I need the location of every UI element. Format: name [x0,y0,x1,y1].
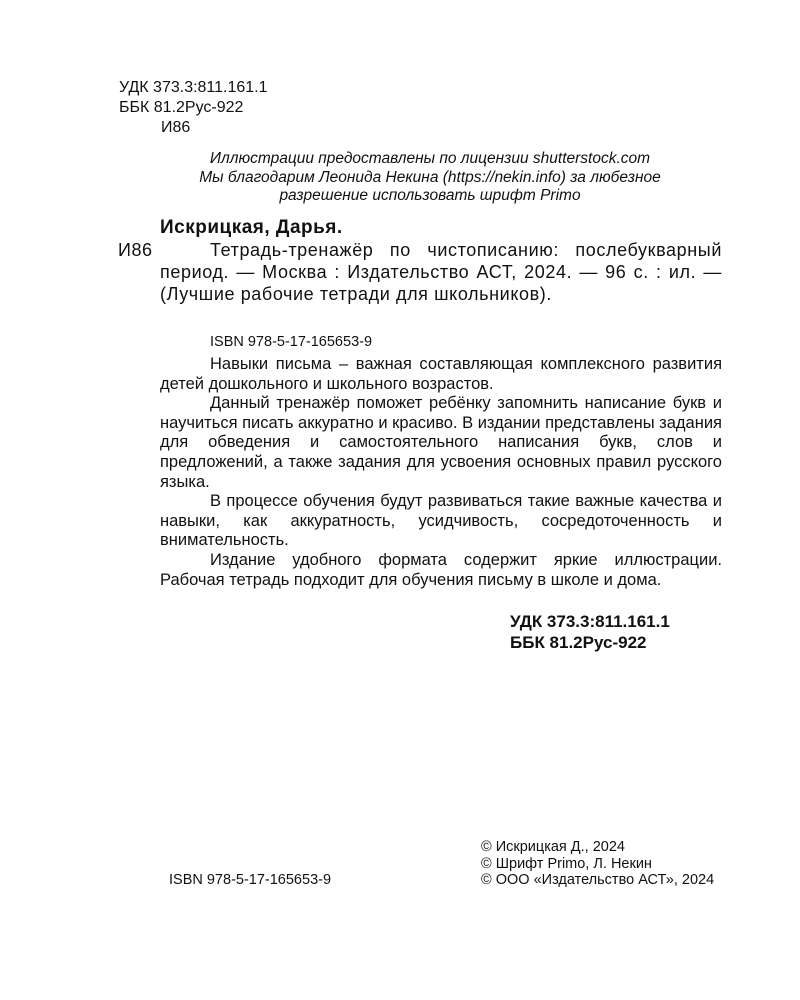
bbk-code: ББК 81.2Рус-922 [119,99,244,116]
footer-classification-codes [510,611,670,653]
annotation-paragraph: Навыки письма – важная составляющая комплексного развития детей дошкольного и школьного возрастов. [160,355,722,393]
author-mark: И86 [161,119,191,136]
copyright-line: © Шрифт Primo, Л. Некин [481,855,652,872]
udk-code: УДК 373.3:811.161.1 [119,79,268,96]
isbn: ISBN 978-5-17-165653-9 [210,334,373,350]
bibliographic-code: И86 [118,240,153,260]
bibliographic-description: Тетрадь-тренажёр по чистописанию: послебукварный период. — Москва : Издательство АСТ, 2024. — 96 с. : ил. — (Лучшие рабочие тетради для школьников). [160,240,722,304]
udk-code: УДК 373.3:811.161.1 [510,612,670,631]
footer-isbn: ISBN 978-5-17-165653-9 [169,872,332,888]
annotation-paragraph: Издание удобного формата содержит яркие иллюстрации. Рабочая тетрадь подходит для обучения письму в школе и дома. [160,550,722,589]
header-classification-codes [119,78,268,138]
credits-line: разрешение использовать шрифт Primo [279,187,581,204]
copyright-line: © Искрицкая Д., 2024 [481,839,625,855]
annotation-paragraph: Данный тренажёр поможет ребёнку запомнить написание букв и научиться писать аккуратно и красиво. В издании представлены задания для обведения и самостоятельного написания букв, слов и предложений, а также задания для усвоения основных правил русского языка. [160,394,722,491]
author-name: Искрицкая, Дарья. [160,217,343,238]
bbk-code: ББК 81.2Рус-922 [510,633,647,652]
credits-line: Иллюстрации предоставлены по лицензии shutterstock.com [209,150,651,167]
annotation [160,355,722,590]
copyright-line: © ООО «Издательство АСТ», 2024 [481,872,715,888]
credits-line: Мы благодарим Леонида Некина (https://nekin.info) за любезное [199,168,661,186]
annotation-paragraph: В процессе обучения будут развиваться такие важные качества и навыки, как аккуратность, усидчивость, сосредоточенность и внимательность. [160,492,722,550]
copyright-notices [481,839,714,889]
illustration-credits [150,150,710,206]
